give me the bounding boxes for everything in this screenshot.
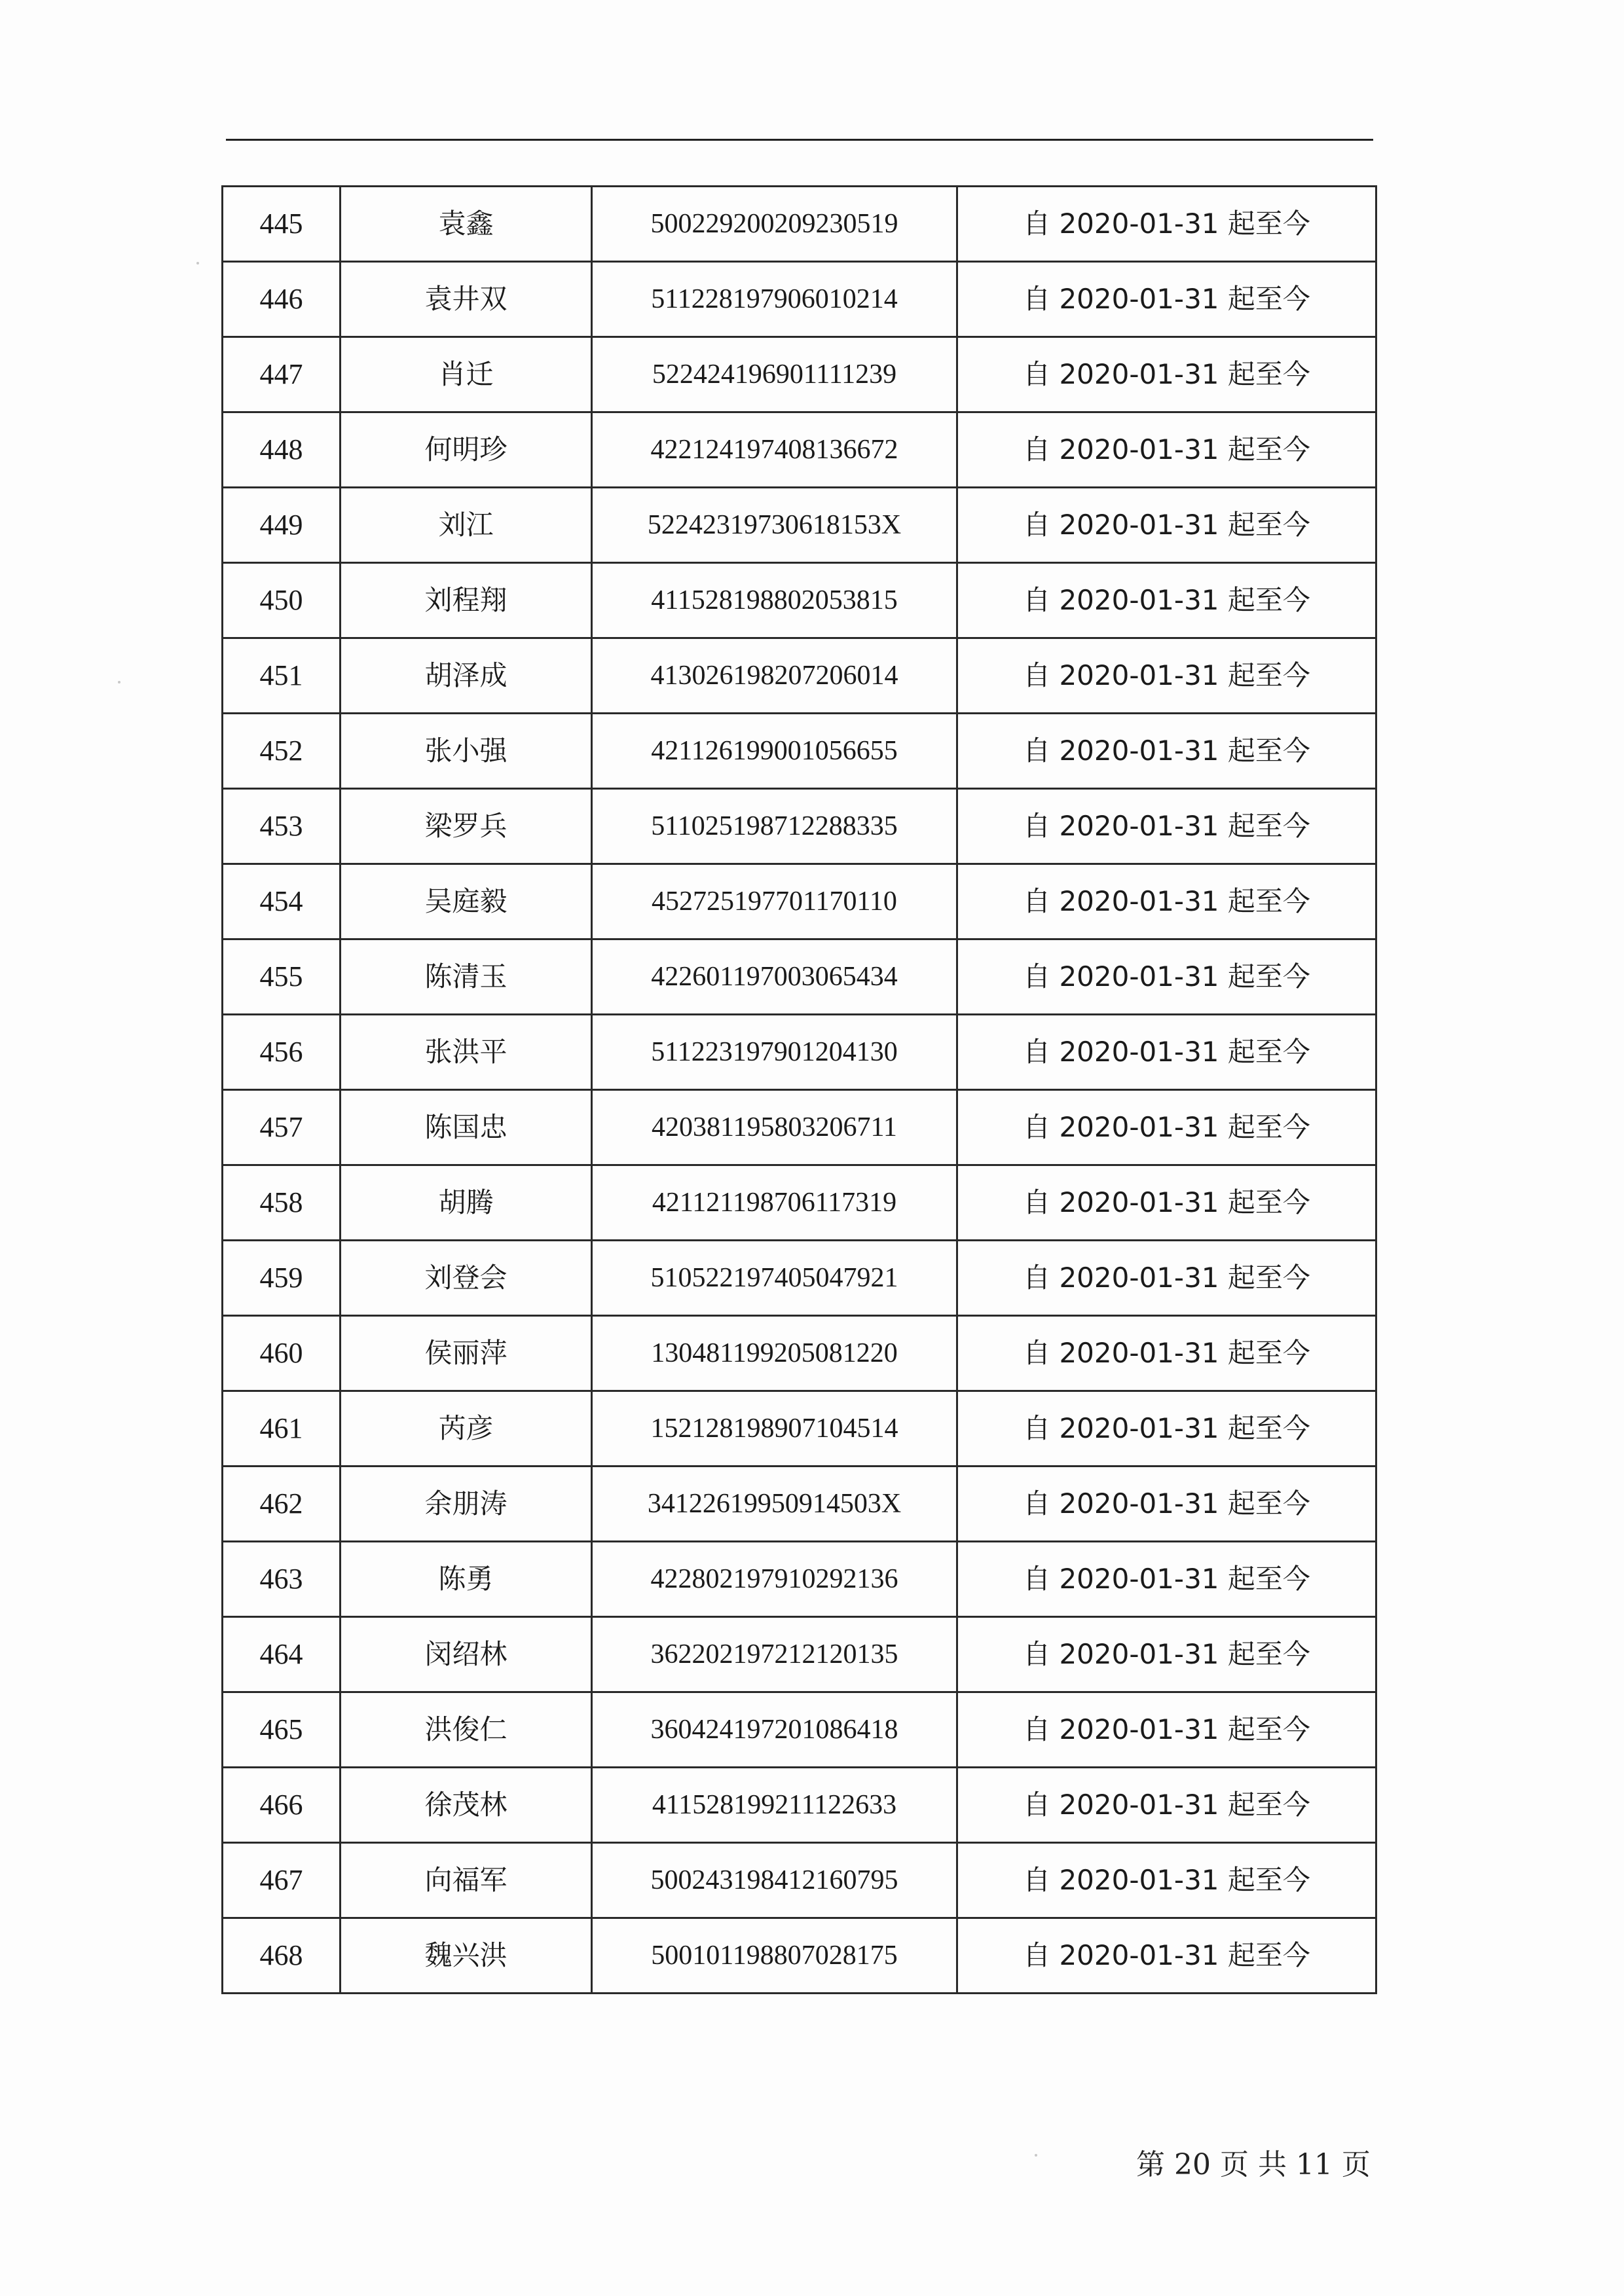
cell-id-number: 421126199001056655 [592, 714, 957, 789]
cell-id-number: 362202197212120135 [592, 1617, 957, 1692]
cell-person-name: 徐茂林 [341, 1768, 592, 1843]
table-row [223, 1617, 1376, 1692]
cell-period: 自 2020-01-31 起至今 [957, 638, 1376, 714]
cell-person-name: 陈国忠 [341, 1090, 592, 1165]
cell-id-number: 500101198807028175 [592, 1918, 957, 1994]
cell-id-number: 500229200209230519 [592, 187, 957, 262]
table-row [223, 864, 1376, 939]
cell-person-name: 吴庭毅 [341, 864, 592, 939]
cell-serial-number: 468 [223, 1918, 341, 1994]
cell-id-number: 422601197003065434 [592, 939, 957, 1015]
table-row [223, 262, 1376, 337]
table-row [223, 1467, 1376, 1542]
table-row [223, 1768, 1376, 1843]
cell-serial-number: 457 [223, 1090, 341, 1165]
cell-person-name: 余朋涛 [341, 1467, 592, 1542]
cell-id-number: 360424197201086418 [592, 1692, 957, 1768]
cell-id-number: 130481199205081220 [592, 1316, 957, 1391]
cell-serial-number: 453 [223, 789, 341, 864]
cell-serial-number: 458 [223, 1165, 341, 1241]
cell-id-number: 510522197405047921 [592, 1241, 957, 1316]
scan-speck [196, 262, 199, 264]
cell-period: 自 2020-01-31 起至今 [957, 714, 1376, 789]
table-row [223, 1843, 1376, 1918]
cell-serial-number: 461 [223, 1391, 341, 1467]
cell-person-name: 闵绍林 [341, 1617, 592, 1692]
scan-speck [118, 681, 120, 683]
table-row [223, 1918, 1376, 1994]
cell-period: 自 2020-01-31 起至今 [957, 1617, 1376, 1692]
cell-period: 自 2020-01-31 起至今 [957, 412, 1376, 488]
cell-serial-number: 454 [223, 864, 341, 939]
cell-id-number: 422802197910292136 [592, 1542, 957, 1617]
cell-id-number: 452725197701170110 [592, 864, 957, 939]
cell-period: 自 2020-01-31 起至今 [957, 488, 1376, 563]
header-rule [226, 139, 1373, 141]
cell-serial-number: 464 [223, 1617, 341, 1692]
cell-period: 自 2020-01-31 起至今 [957, 1467, 1376, 1542]
cell-person-name: 肖迁 [341, 337, 592, 412]
cell-serial-number: 452 [223, 714, 341, 789]
cell-id-number: 420381195803206711 [592, 1090, 957, 1165]
table-row [223, 1015, 1376, 1090]
cell-period: 自 2020-01-31 起至今 [957, 789, 1376, 864]
cell-period: 自 2020-01-31 起至今 [957, 1768, 1376, 1843]
cell-id-number: 511025198712288335 [592, 789, 957, 864]
cell-person-name: 何明珍 [341, 412, 592, 488]
cell-person-name: 洪俊仁 [341, 1692, 592, 1768]
cell-period: 自 2020-01-31 起至今 [957, 1918, 1376, 1994]
table-row [223, 1090, 1376, 1165]
cell-period: 自 2020-01-31 起至今 [957, 187, 1376, 262]
cell-id-number: 511223197901204130 [592, 1015, 957, 1090]
table-row [223, 714, 1376, 789]
table-row [223, 1241, 1376, 1316]
cell-person-name: 张洪平 [341, 1015, 592, 1090]
cell-serial-number: 448 [223, 412, 341, 488]
cell-id-number: 411528199211122633 [592, 1768, 957, 1843]
cell-serial-number: 465 [223, 1692, 341, 1768]
cell-serial-number: 446 [223, 262, 341, 337]
cell-serial-number: 450 [223, 563, 341, 638]
table-row [223, 1542, 1376, 1617]
record-table [221, 185, 1377, 1994]
cell-period: 自 2020-01-31 起至今 [957, 939, 1376, 1015]
table-row [223, 563, 1376, 638]
cell-period: 自 2020-01-31 起至今 [957, 1241, 1376, 1316]
cell-period: 自 2020-01-31 起至今 [957, 262, 1376, 337]
table-row [223, 187, 1376, 262]
cell-serial-number: 449 [223, 488, 341, 563]
cell-person-name: 袁井双 [341, 262, 592, 337]
cell-serial-number: 467 [223, 1843, 341, 1918]
cell-person-name: 胡腾 [341, 1165, 592, 1241]
cell-id-number: 34122619950914503X [592, 1467, 957, 1542]
cell-id-number: 500243198412160795 [592, 1843, 957, 1918]
table-row [223, 337, 1376, 412]
cell-period: 自 2020-01-31 起至今 [957, 563, 1376, 638]
cell-serial-number: 456 [223, 1015, 341, 1090]
cell-person-name: 刘程翔 [341, 563, 592, 638]
page-number: 第 20 页 共 11 页 [1136, 2148, 1371, 2181]
cell-id-number: 152128198907104514 [592, 1391, 957, 1467]
table-row [223, 1391, 1376, 1467]
cell-period: 自 2020-01-31 起至今 [957, 1391, 1376, 1467]
table-row [223, 1165, 1376, 1241]
cell-person-name: 袁鑫 [341, 187, 592, 262]
cell-serial-number: 451 [223, 638, 341, 714]
cell-person-name: 刘江 [341, 488, 592, 563]
cell-id-number: 411528198802053815 [592, 563, 957, 638]
cell-serial-number: 466 [223, 1768, 341, 1843]
cell-id-number: 413026198207206014 [592, 638, 957, 714]
cell-serial-number: 463 [223, 1542, 341, 1617]
cell-id-number: 421121198706117319 [592, 1165, 957, 1241]
table-row [223, 488, 1376, 563]
cell-period: 自 2020-01-31 起至今 [957, 1090, 1376, 1165]
cell-person-name: 张小强 [341, 714, 592, 789]
cell-period: 自 2020-01-31 起至今 [957, 1692, 1376, 1768]
cell-person-name: 向福军 [341, 1843, 592, 1918]
cell-serial-number: 459 [223, 1241, 341, 1316]
cell-person-name: 陈勇 [341, 1542, 592, 1617]
cell-person-name: 胡泽成 [341, 638, 592, 714]
table-row [223, 1316, 1376, 1391]
cell-id-number: 52242319730618153X [592, 488, 957, 563]
cell-serial-number: 462 [223, 1467, 341, 1542]
table-row [223, 939, 1376, 1015]
cell-period: 自 2020-01-31 起至今 [957, 337, 1376, 412]
cell-id-number: 522424196901111239 [592, 337, 957, 412]
scan-speck [1035, 2154, 1037, 2157]
cell-person-name: 刘登会 [341, 1241, 592, 1316]
table-row [223, 789, 1376, 864]
table-row [223, 638, 1376, 714]
cell-serial-number: 445 [223, 187, 341, 262]
cell-period: 自 2020-01-31 起至今 [957, 1015, 1376, 1090]
cell-person-name: 侯丽萍 [341, 1316, 592, 1391]
table-row [223, 1692, 1376, 1768]
cell-period: 自 2020-01-31 起至今 [957, 1316, 1376, 1391]
cell-id-number: 511228197906010214 [592, 262, 957, 337]
cell-period: 自 2020-01-31 起至今 [957, 864, 1376, 939]
cell-person-name: 芮彦 [341, 1391, 592, 1467]
cell-period: 自 2020-01-31 起至今 [957, 1165, 1376, 1241]
cell-serial-number: 447 [223, 337, 341, 412]
table-body [223, 187, 1376, 1994]
table-row [223, 412, 1376, 488]
cell-period: 自 2020-01-31 起至今 [957, 1843, 1376, 1918]
cell-id-number: 422124197408136672 [592, 412, 957, 488]
cell-serial-number: 455 [223, 939, 341, 1015]
cell-person-name: 陈清玉 [341, 939, 592, 1015]
cell-person-name: 梁罗兵 [341, 789, 592, 864]
cell-period: 自 2020-01-31 起至今 [957, 1542, 1376, 1617]
cell-person-name: 魏兴洪 [341, 1918, 592, 1994]
cell-serial-number: 460 [223, 1316, 341, 1391]
